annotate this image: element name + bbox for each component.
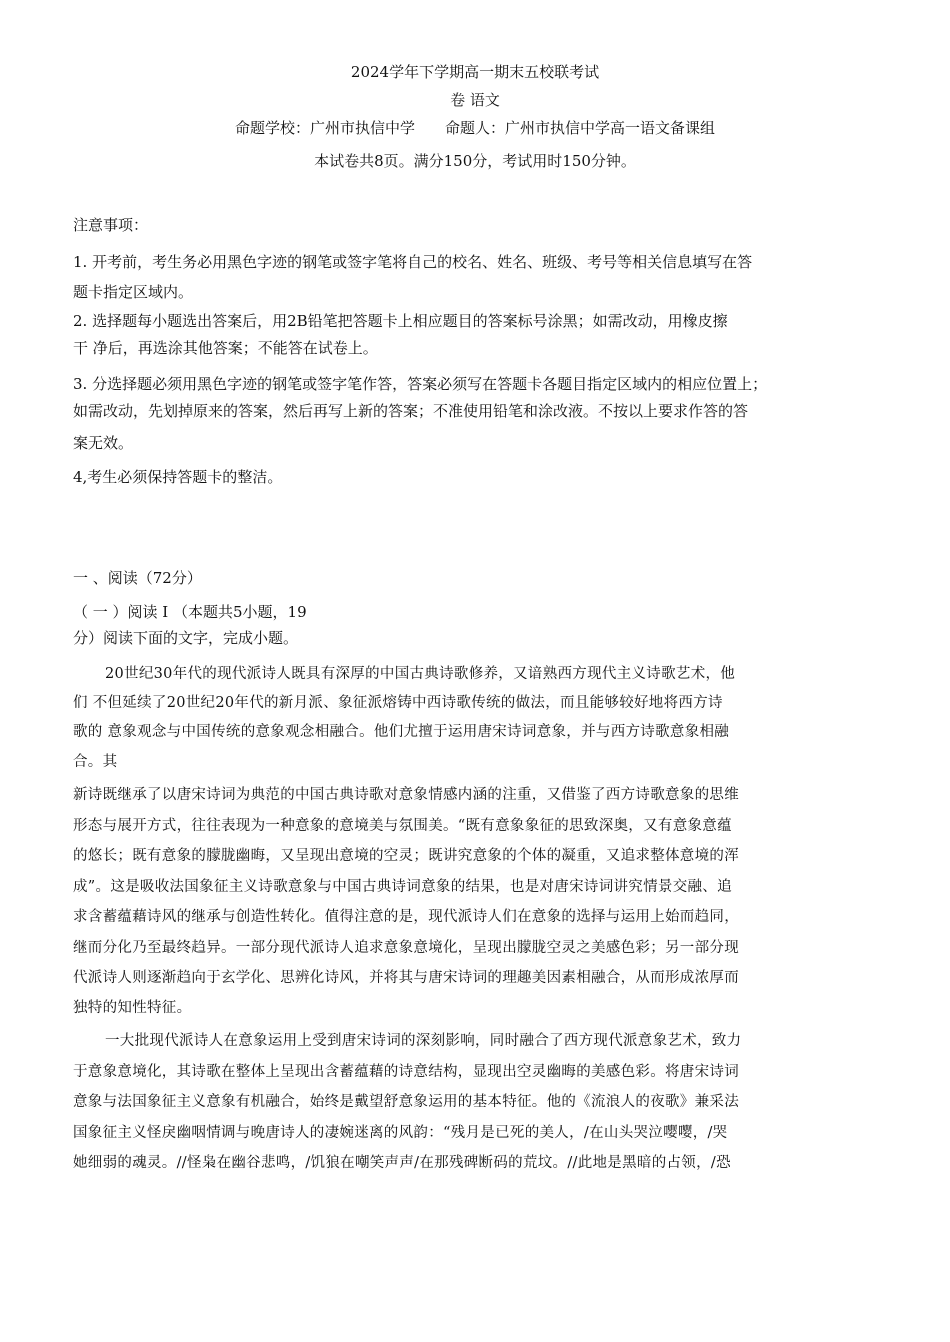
exam-author-line: 命题学校：广州市执信中学 命题人：广州市执信中学高一语文备课组 [234, 119, 715, 137]
passage-line: 新诗既继承了以唐宋诗词为典范的中国古典诗歌对意象情感内涵的注重，又借鉴了西方诗歌意象的思维 [73, 787, 739, 803]
passage-line: 她细弱的魂灵。//怪枭在幽谷悲鸣，/饥狼在嘲笑声声/在那残碑断码的荒坟。//此地是黑暗的占领，/恐 [73, 1155, 731, 1171]
section-heading: 一 、阅读（72分） [73, 569, 202, 587]
passage-line: 于意象意境化，其诗歌在整体上呈现出含蓄蕴藉的诗意结构，显现出空灵幽晦的美感色彩。将唐宋诗词 [73, 1064, 739, 1080]
subsection-heading: （ 一 ）阅读 I （本题共5小题，19 [73, 603, 307, 621]
subsection-instruction: 分）阅读下面的文字，完成小题。 [73, 629, 299, 647]
passage-line: 的悠长；既有意象的朦胧幽晦，又呈现出意境的空灵；既讲究意象的个体的凝重，又追求整体意境的浑 [73, 848, 739, 864]
passage-line: 形态与展开方式，往往表现为一种意象的意境美与氛围美。“既有意象象征的思致深奥，又有意象意蕴 [73, 818, 732, 834]
passage-line: 合。其 [73, 754, 118, 770]
notice-line: 3. 分选择题必须用黑色字迹的钢笔或签字笔作答，答案必须写在答题卡各题目指定区域内的相应位置上； [73, 375, 768, 393]
notice-line: 干 净后，再选涂其他答案；不能答在试卷上。 [73, 339, 378, 357]
notice-line: 1. 开考前，考生务必用黑色字迹的钢笔或签字笔将自己的校名、姓名、班级、考号等相关信息填写在答 [73, 253, 753, 271]
passage-line: 20世纪30年代的现代派诗人既具有深厚的中国古典诗歌修养，又谙熟西方现代主义诗歌艺术，他 [105, 666, 736, 682]
exam-subject: 卷 语文 [450, 91, 500, 109]
notice-line: 4,考生必须保持答题卡的整洁。 [73, 468, 283, 486]
notice-line: 2. 选择题每小题选出答案后，用2B铅笔把答题卡上相应题目的答案标号涂黑；如需改动，用橡皮擦 [73, 312, 728, 330]
notice-heading: 注意事项： [73, 216, 149, 234]
passage-line: 国象征主义怪戾幽咽情调与晚唐诗人的凄婉迷离的风韵：“残月是已死的美人，/在山头哭泣嘤嘤，/哭 [73, 1125, 728, 1141]
passage-line: 继而分化乃至最终趋异。一部分现代派诗人追求意象意境化，呈现出朦胧空灵之美感色彩；另一部分现 [73, 940, 739, 956]
passage-line: 成”。这是吸收法国象征主义诗歌意象与中国古典诗词意象的结果，也是对唐宋诗词讲究情景交融、追 [73, 879, 732, 895]
notice-line: 案无效。 [73, 434, 134, 452]
notice-line: 题卡指定区域内。 [73, 283, 194, 301]
exam-title: 2024学年下学期高一期末五校联考试 [350, 63, 600, 81]
notice-line: 如需改动，先划掉原来的答案，然后再写上新的答案；不准使用铅笔和涂改液。不按以上要求作答的答 [73, 402, 749, 420]
passage-line: 意象与法国象征主义意象有机融合，始终是戴望舒意象运用的基本特征。他的《流浪人的夜歌》兼采法 [73, 1094, 739, 1110]
passage-line: 歌的 意象观念与中国传统的意象观念相融合。他们尤擅于运用唐宋诗词意象，并与西方诗歌意象相融 [73, 724, 730, 740]
passage-line: 独特的知性特征。 [73, 1000, 192, 1016]
passage-line: 一大批现代派诗人在意象运用上受到唐宋诗词的深刻影响，同时融合了西方现代派意象艺术，致力 [105, 1033, 742, 1049]
passage-line: 们 不但延续了20世纪20年代的新月派、象征派熔铸中西诗歌传统的做法，而且能够较好地将西方诗 [73, 695, 723, 711]
passage-line: 代派诗人则逐渐趋向于玄学化、思辨化诗风，并将其与唐宋诗词的理趣美因素相融合，从而形成浓厚而 [73, 970, 739, 986]
exam-info-line: 本试卷共8页。满分150分，考试用时150分钟。 [314, 152, 636, 170]
passage-line: 求含蓄蕴藉诗风的继承与创造性转化。值得注意的是，现代派诗人们在意象的选择与运用上始而趋同， [73, 909, 739, 925]
